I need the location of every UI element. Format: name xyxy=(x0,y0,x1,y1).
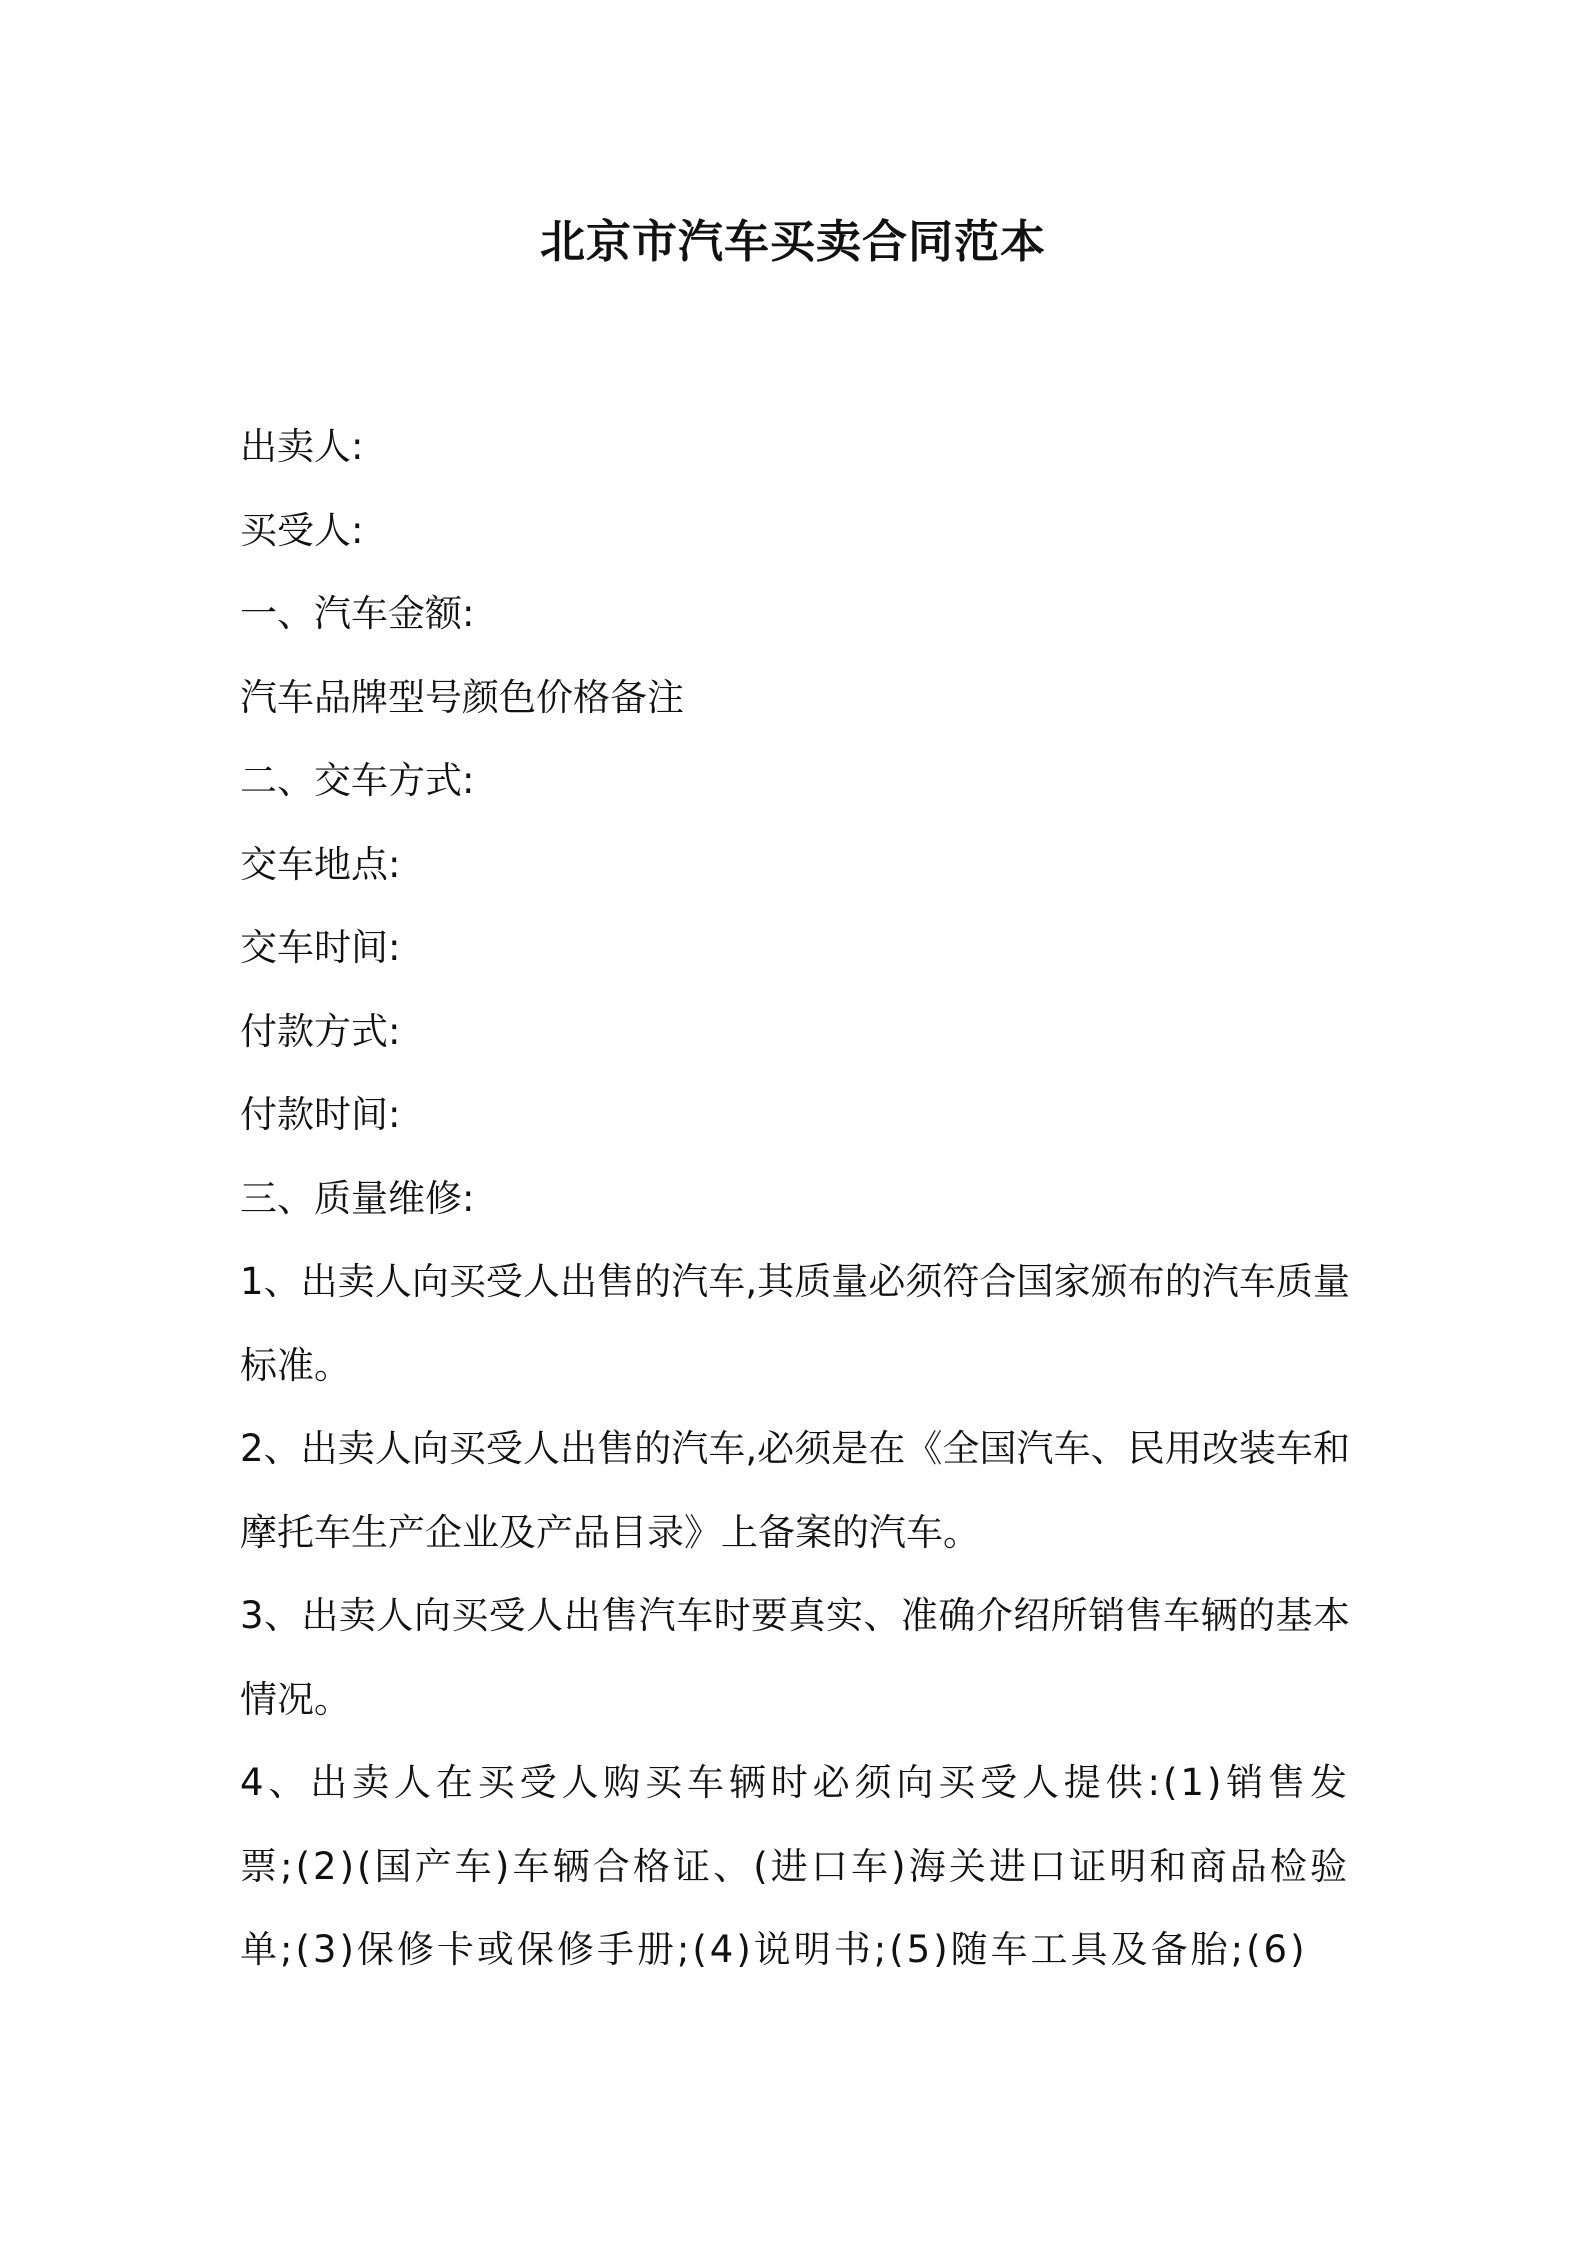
payment-method-label: 付款方式: xyxy=(240,1009,401,1053)
section-2-heading: 二、交车方式: xyxy=(240,759,475,802)
seller-label: 出卖人: xyxy=(240,425,364,468)
document-body xyxy=(240,405,1350,1992)
section-1-heading: 一、汽车金额: xyxy=(240,592,475,635)
clause-4: 4、出卖人在买受人购买车辆时必须向买受人提供:(1)销售发票;(2)(国产车)车辆合格证、(进口车)海关进口证明和商品检验单;(3)保修卡或保修手册;(4)说明书;(5)随车工具及备胎;(6) xyxy=(240,1761,1350,1971)
section-1-columns: 汽车品牌型号颜色价格备注 xyxy=(240,675,684,719)
clause-2: 2、出卖人向买受人出售的汽车,必须是在《全国汽车、民用改装车和摩托车生产企业及产品目录》上备案的汽车。 xyxy=(240,1427,1350,1554)
section-3-heading: 三、质量维修: xyxy=(240,1176,475,1220)
clause-3: 3、出卖人向买受人出售汽车时要真实、准确介绍所销售车辆的基本情况。 xyxy=(240,1594,1350,1721)
delivery-time-label: 交车时间: xyxy=(240,926,401,969)
buyer-label: 买受人: xyxy=(240,508,364,552)
payment-time-label: 付款时间: xyxy=(240,1093,401,1136)
clause-1: 1、出卖人向买受人出售的汽车,其质量必须符合国家颁布的汽车质量标准。 xyxy=(240,1260,1350,1387)
delivery-place-label: 交车地点: xyxy=(240,842,401,886)
document-title: 北京市汽车买卖合同范本 xyxy=(539,215,1046,268)
